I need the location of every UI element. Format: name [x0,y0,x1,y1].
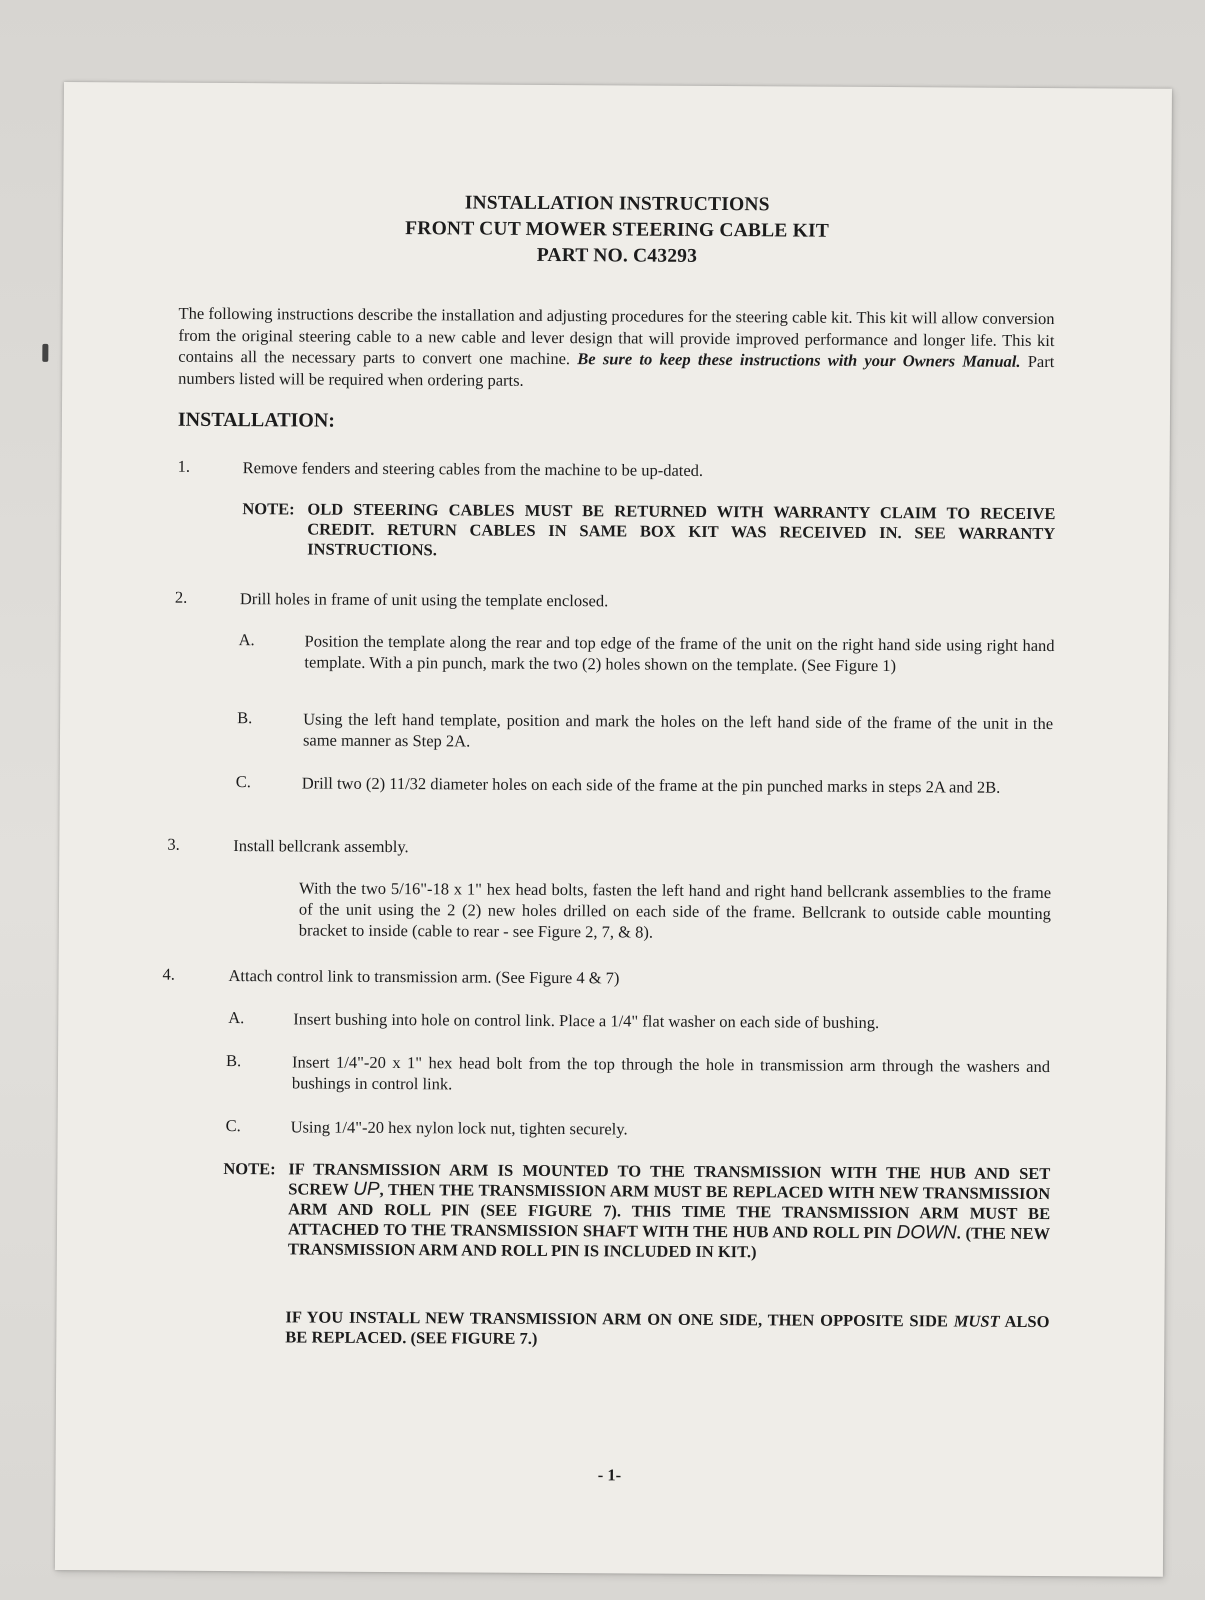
step-2-text: Drill holes in frame of unit using the template enclosed. [239,589,609,611]
document-page [55,82,1172,1577]
step-2a-text: Position the template along the rear and top edge of the frame of the unit on the right hand side using right hand template. With a pin punch, mark the two (2) holes shown on the template. (See Figure 1) [304,631,1055,676]
note-2-label: NOTE: [223,1158,276,1179]
note-2-part-3: . (THE NEW TRANSMISSION ARM AND ROLL PIN IS INCLUDED IN KIT.) [287,1223,1051,1262]
document-title [63,188,1171,273]
step-4a-letter: A. [228,1008,245,1028]
step-4c-text: Using 1/4"-20 hex nylon lock nut, tighten securely. [290,1117,628,1139]
step-1-number: 1. [177,456,191,476]
step-3-number: 3. [167,834,180,854]
step-4-text: Attach control link to transmission arm. (See Figure 4 & 7) [228,966,620,988]
step-4b-text: Insert 1/4"-20 x 1" hex head bolt from the top through the hole in transmission arm through the washers and bushings in control link. [291,1052,1051,1094]
step-2b-text: Using the left hand template, position and mark the holes on the left hand side of the frame of the unit in the same manner as Step 2A. [302,709,1054,751]
step-4b-letter: B. [225,1051,242,1071]
installation-heading: INSTALLATION: [177,408,336,432]
step-3-text: Install bellcrank assembly. [233,836,409,857]
intro-tail: Part numbers listed will be required when ordering parts. [178,351,1055,390]
step-4c-letter: C. [225,1116,241,1136]
note-1-text: OLD STEERING CABLES MUST BE RETURNED WITH WARRANTY CLAIM TO RECEIVE CREDIT. RETURN CABLES IN SAME BOX KIT WAS RECEIVED IN. SEE WARRANTY INSTRUCTIONS. [307,499,1056,560]
note-3-part-1: IF YOU INSTALL NEW TRANSMISSION ARM ON ONE SIDE, THEN OPPOSITE SIDE [285,1307,949,1331]
step-2c-letter: C. [235,772,251,792]
intro-text: The following instructions describe the installation and adjusting procedures for the steering cable kit. This kit will allow conversion from the original steering cable to a new cable and lever design that will provide improved performance and longer life. This kit contains all the necessary parts to convert one machine. [178,303,1055,369]
intro-paragraph [178,303,1055,394]
step-4a-text: Insert bushing into hole on control link. Place a 1/4" flat washer on each side of bushing. [293,1009,880,1032]
note-2-part-1: IF TRANSMISSION ARM IS MOUNTED TO THE TRANSMISSION WITH THE HUB AND SET SCREW [288,1159,1051,1199]
note-1-label: NOTE: [242,499,295,519]
step-2c-text: Drill two (2) 11/32 diameter holes on each side of the frame at the pin punched marks in steps 2A and 2B. [301,773,1001,797]
title-line-2: FRONT CUT MOWER STEERING CABLE KIT [405,218,830,242]
note-2-text [288,1159,1051,1264]
step-2-number: 2. [174,587,188,607]
step-2b-letter: B. [237,708,253,728]
step-3-body: With the two 5/16"-18 x 1" hex head bolts, fasten the left hand and right hand bellcrank assemblies to the frame of the unit using the 2 (2) new holes drilled on each side of the frame. Bellcrank to outside cable mounting bracket to inside (cable to rear - see Figure 2, 7, & 8). [298,878,1052,942]
note-3-part-2: ALSO BE REPLACED. (SEE FIGURE 7.) [285,1311,1050,1348]
note-2-part-2: , THEN THE TRANSMISSION ARM MUST BE REPLACED WITH NEW TRANSMISSION ARM AND ROLL PIN (SEE FIGURE 7). THIS TIME THE TRANSMISSION ARM MUST BE ATTACHED TO THE TRANSMISSION SHAFT WITH THE HUB AND ROLL PIN [287,1179,1051,1243]
title-line-1: INSTALLATION INSTRUCTIONS [464,192,770,216]
binding-hole [42,344,48,362]
page-number: - 1- [597,1465,622,1485]
step-1-text: Remove fenders and steering cables from the machine to be up-dated. [242,458,704,480]
intro-emphasis: Be sure to keep these instructions with your Owners Manual. [577,349,1021,371]
title-line-3: PART NO. C43293 [536,244,698,267]
note-2-up: UP [353,1178,380,1200]
note-3-text [285,1307,1049,1352]
step-4-number: 4. [162,964,175,984]
note-2-down: DOWN [896,1222,957,1244]
step-2a-letter: A. [238,630,255,650]
note-3-must: MUST [953,1311,1000,1331]
